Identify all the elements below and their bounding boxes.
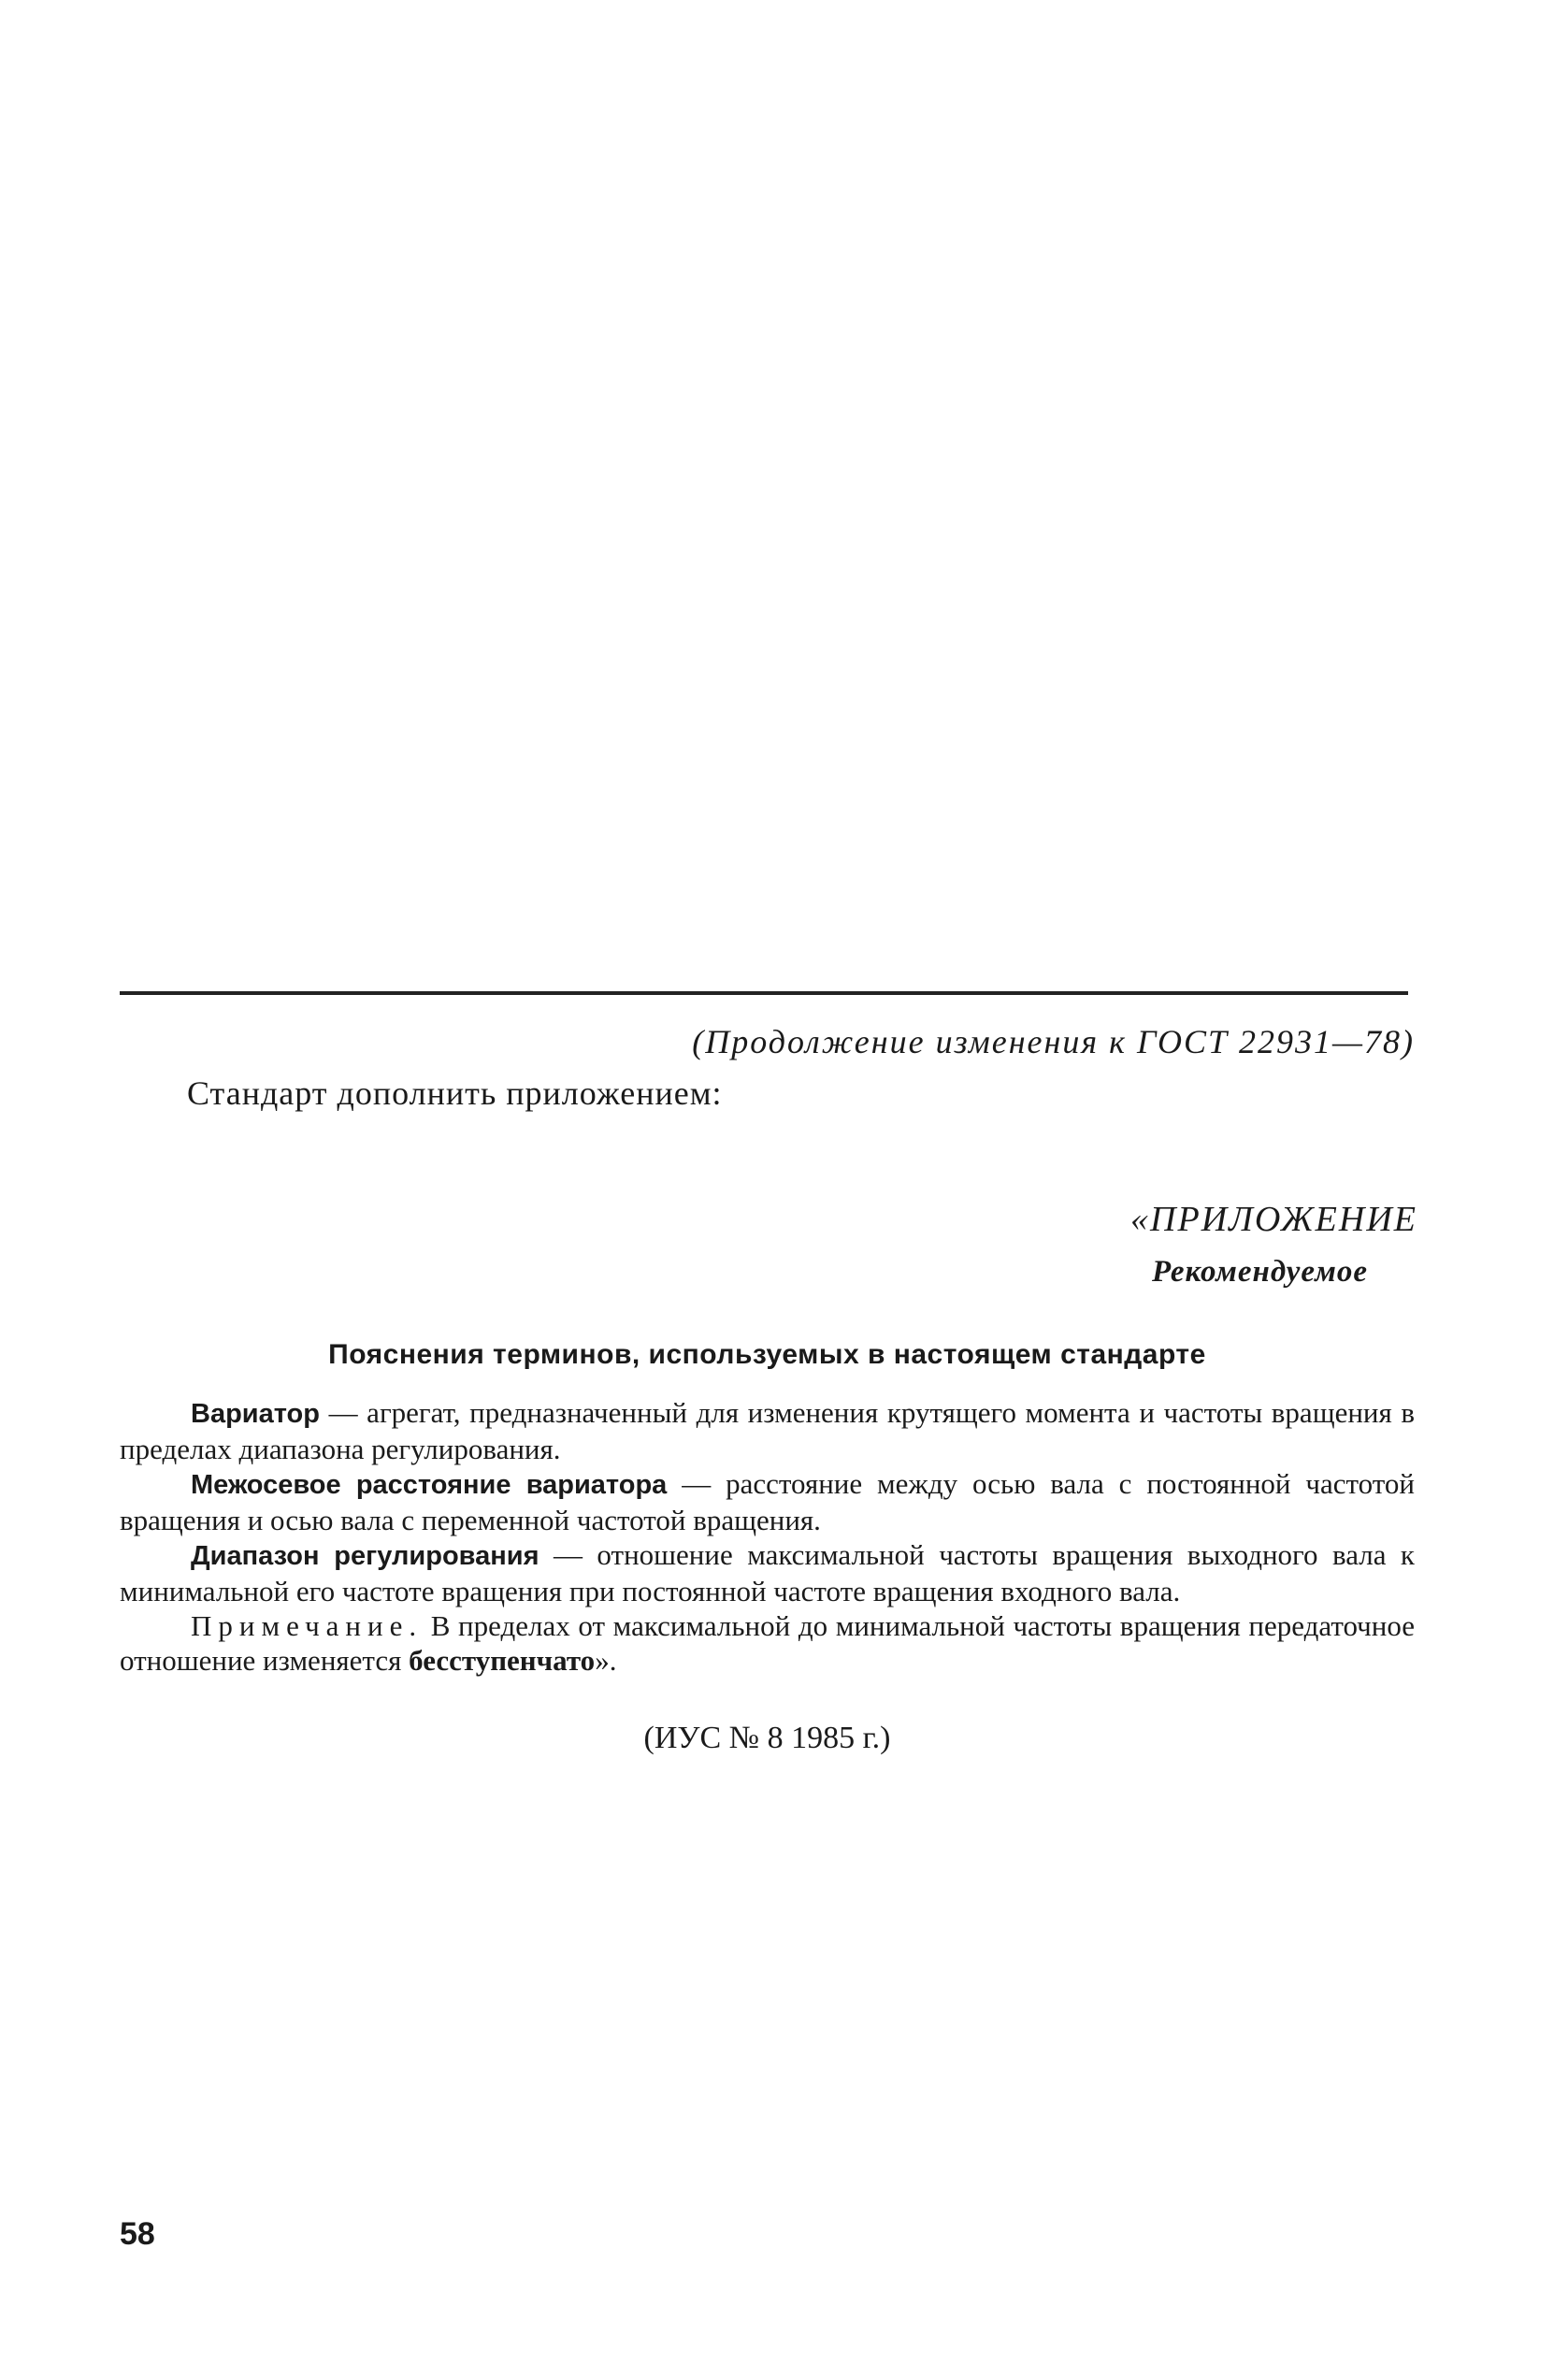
appendix-status: Рекомендуемое [1151, 1255, 1368, 1289]
page-number: 58 [120, 2216, 155, 2252]
note-closing: ». [595, 1644, 617, 1677]
appendix-title: «ПРИЛОЖЕНИЕ [1130, 1200, 1417, 1239]
definition-term: Межосевое расстояние вариатора [191, 1470, 668, 1500]
header-divider [120, 991, 1408, 995]
definition-term: Вариатор [191, 1399, 320, 1429]
continuation-note: (Продолжение изменения к ГОСТ 22931—78) [692, 1023, 1415, 1060]
definition-item [120, 1537, 1415, 1608]
section-heading: Пояснения терминов, используемых в настоящем стандарте [328, 1339, 1206, 1370]
definition-text: — агрегат, предназначенный для изменения крутящего момента и частоты вращения в пределах диапазона регулирования. [120, 1396, 1415, 1465]
definition-item [120, 1395, 1415, 1466]
note-emphasis: бесступенчато [409, 1644, 596, 1677]
definition-text: — расстояние между осью вала с постоянной частотой вращения и осью вала с переменной частотой вращения. [120, 1467, 1415, 1536]
definition-item [120, 1466, 1415, 1537]
note-label: Примечание. [191, 1609, 424, 1642]
note-paragraph [120, 1608, 1415, 1678]
definitions-body [120, 1395, 1415, 1678]
intro-text: Стандарт дополнить приложением: [187, 1074, 723, 1112]
definition-text: — отношение максимальной частоты вращения выходного вала к минимальной его частоте вращения при постоянной частоте вращения входного вала. [120, 1538, 1415, 1607]
definition-term: Диапазон регулирования [191, 1541, 539, 1571]
note-text: В пределах от максимальной до минимальной частоты вращения передаточное отношение изменяется [120, 1609, 1415, 1677]
source-reference: (ИУС № 8 1985 г.) [643, 1721, 891, 1755]
